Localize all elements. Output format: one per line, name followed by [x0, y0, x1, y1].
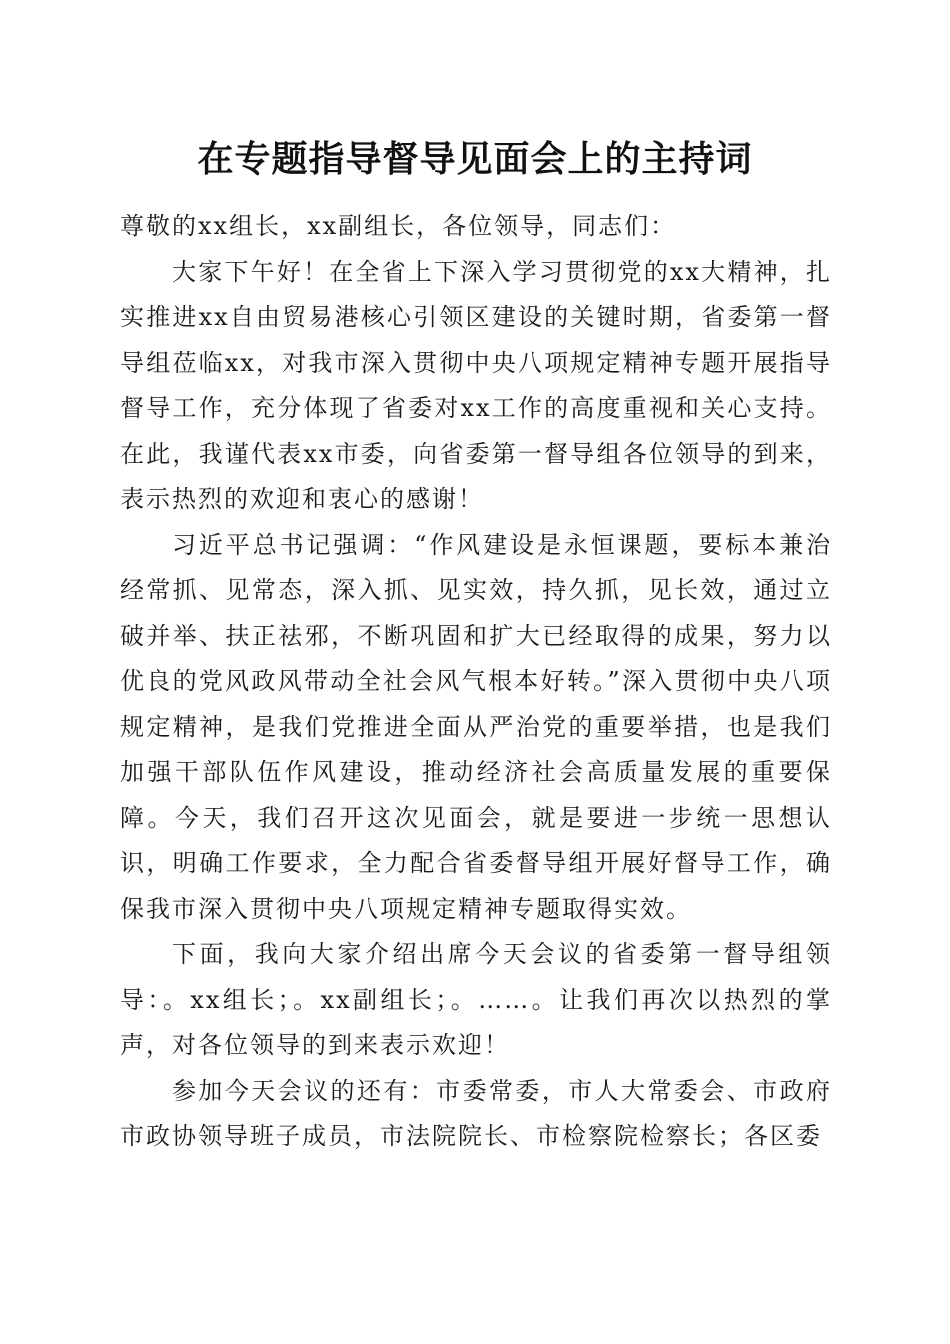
- paragraph-introduction: 下面，我向大家介绍出席今天会议的省委第一督导组领导：。xx组长；。xx副组长；。……。让我们再次以热烈的掌声，对各位领导的到来表示欢迎！: [120, 940, 832, 1059]
- document-title: 在专题指导督导见面会上的主持词: [197, 138, 753, 180]
- paragraph-quote: 习近平总书记强调：“作风建设是永恒课题，要标本兼治经常抓、见常态，深入抓、见实效，持久抓，见长效，通过立破并举、扶正祛邪，不断巩固和扩大已经取得的成果，努力以优良的党风政风带动全社会风气根本好转。”深入贯彻中央八项规定精神，是我们党推进全面从严治党的重要举措，也是我们加强干部队伍作风建设，推动经济社会高质量发展的重要保障。今天，我们召开这次见面会，就是要进一步统一思想认识，明确工作要求，全力配合省委督导组开展好督导工作，确保我市深入贯彻中央八项规定精神专题取得实效。: [120, 530, 832, 923]
- salutation: 尊敬的xx组长，xx副组长，各位领导，同志们：: [120, 212, 677, 240]
- paragraph-attendees: 参加今天会议的还有：市委常委，市人大常委会、市政府市政协领导班子成员，市法院院长、市检察院检察长；各区委: [120, 1076, 832, 1150]
- document-body: [120, 204, 832, 1160]
- paragraph-greeting: 大家下午好！在全省上下深入学习贯彻党的xx大精神，扎实推进xx自由贸易港核心引领区建设的关键时期，省委第一督导组莅临xx，对我市深入贯彻中央八项规定精神专题开展指导督导工作，充分体现了省委对xx工作的高度重视和关心支持。在此，我谨代表xx市委，向省委第一督导组各位领导的到来，表示热烈的欢迎和衷心的感谢！: [120, 257, 832, 513]
